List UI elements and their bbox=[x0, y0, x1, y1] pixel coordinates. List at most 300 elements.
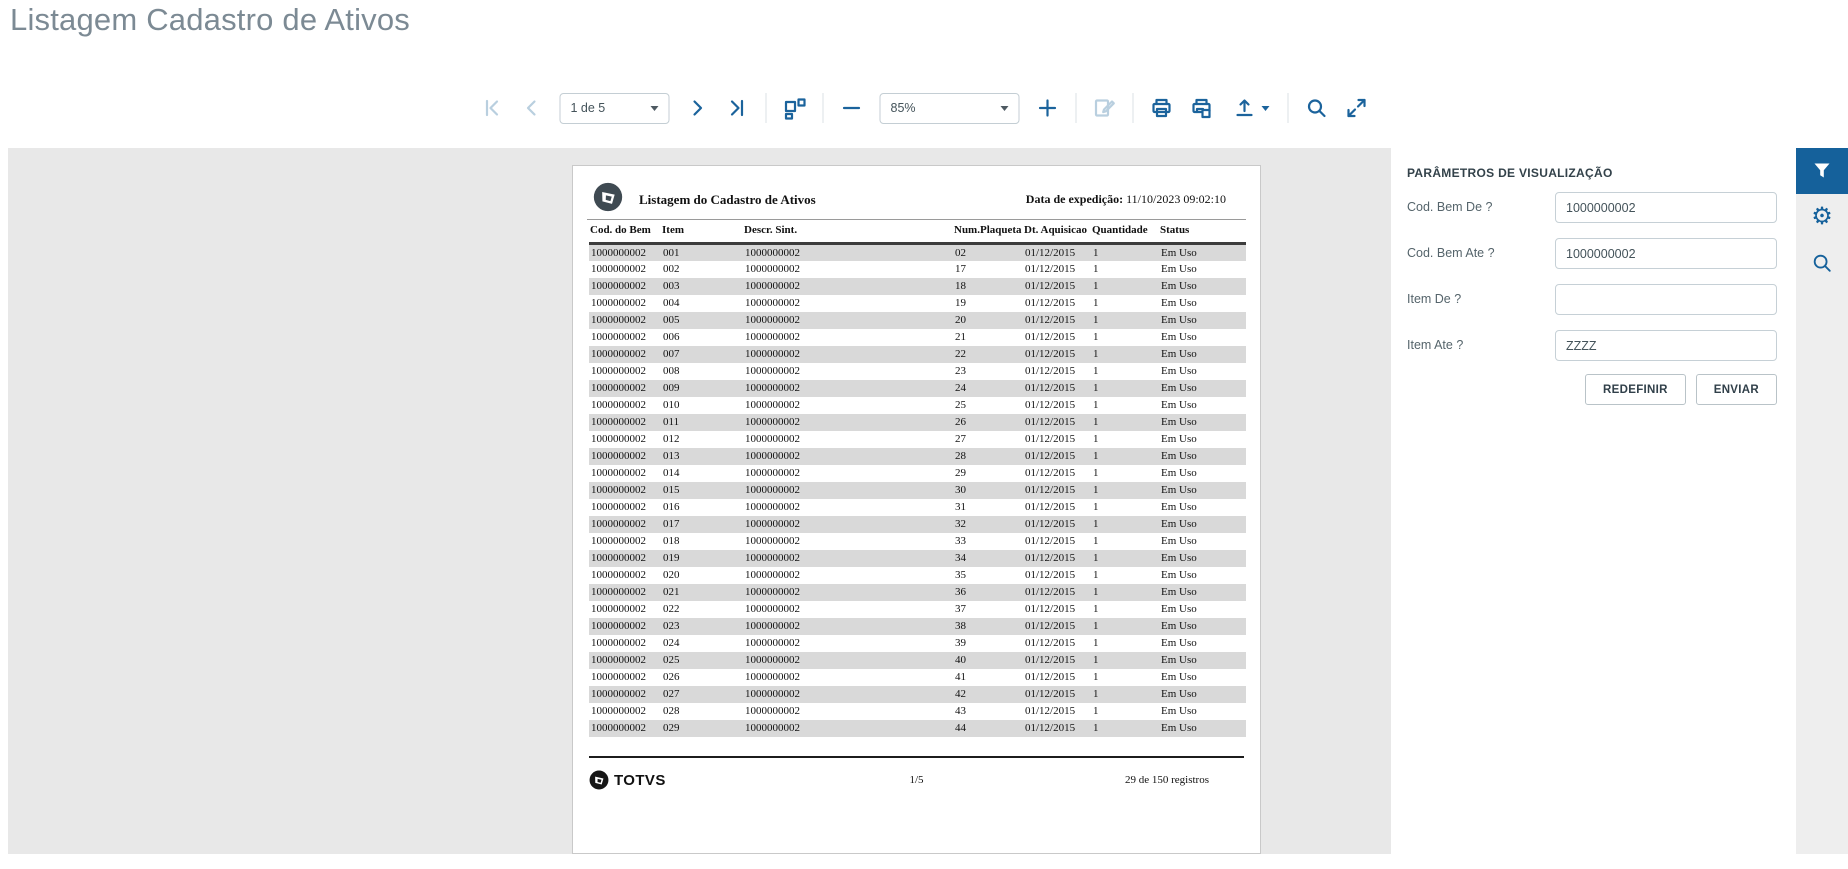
table-cell: 1000000002 bbox=[591, 535, 646, 547]
table-cell: 32 bbox=[955, 518, 966, 530]
table-cell: 35 bbox=[955, 569, 966, 581]
fullscreen-button[interactable] bbox=[1337, 88, 1377, 128]
table-row bbox=[589, 431, 1246, 448]
layout-grid-icon bbox=[783, 96, 807, 120]
table-cell: 025 bbox=[663, 654, 680, 666]
table-cell: 01/12/2015 bbox=[1025, 620, 1076, 632]
table-cell: 29 bbox=[955, 467, 966, 479]
field-label: Cod. Bem De ? bbox=[1407, 200, 1493, 214]
table-cell: 1000000002 bbox=[591, 280, 646, 292]
table-cell: 1 bbox=[1093, 722, 1099, 734]
table-cell: 33 bbox=[955, 535, 966, 547]
table-cell: 1 bbox=[1093, 246, 1099, 259]
export-icon bbox=[1232, 96, 1256, 120]
table-cell: 1 bbox=[1093, 314, 1099, 326]
table-cell: 1000000002 bbox=[745, 654, 800, 666]
first-page-icon bbox=[481, 97, 503, 119]
table-cell: 1000000002 bbox=[591, 671, 646, 683]
item-ate-input[interactable] bbox=[1555, 330, 1777, 361]
table-cell: 1 bbox=[1093, 331, 1099, 343]
table-row bbox=[589, 482, 1246, 499]
printer-copies-icon bbox=[1190, 96, 1214, 120]
table-cell: 010 bbox=[663, 399, 680, 411]
table-cell: Em Uso bbox=[1161, 399, 1197, 411]
table-cell: 18 bbox=[955, 280, 966, 292]
table-cell: 01/12/2015 bbox=[1025, 569, 1076, 581]
toolbar-separator bbox=[1076, 93, 1077, 123]
table-row bbox=[589, 312, 1246, 329]
table-cell: 36 bbox=[955, 586, 966, 598]
table-cell: 22 bbox=[955, 348, 966, 360]
table-cell: 1 bbox=[1093, 399, 1099, 411]
next-page-icon bbox=[687, 97, 709, 119]
table-row bbox=[589, 380, 1246, 397]
table-row bbox=[589, 601, 1246, 618]
report-expedition-date bbox=[1026, 192, 1226, 207]
table-cell: 1000000002 bbox=[745, 637, 800, 649]
table-cell: 1000000002 bbox=[591, 263, 646, 275]
table-cell: 1 bbox=[1093, 433, 1099, 445]
report-table-head-row bbox=[589, 224, 1246, 244]
header-divider bbox=[587, 219, 1246, 220]
table-cell: 01/12/2015 bbox=[1025, 246, 1076, 259]
table-cell: 1000000002 bbox=[745, 331, 800, 343]
table-cell: 41 bbox=[955, 671, 966, 683]
table-cell: 006 bbox=[663, 331, 680, 343]
table-row bbox=[589, 414, 1246, 431]
document-canvas bbox=[8, 148, 1391, 854]
table-row bbox=[589, 261, 1246, 278]
table-cell: 014 bbox=[663, 467, 680, 479]
table-cell: 1 bbox=[1093, 501, 1099, 513]
table-row bbox=[589, 448, 1246, 465]
table-cell: 009 bbox=[663, 382, 680, 394]
table-cell: 1 bbox=[1093, 263, 1099, 275]
edit-icon bbox=[1093, 96, 1117, 120]
table-cell: Em Uso bbox=[1161, 246, 1197, 259]
table-cell: Em Uso bbox=[1161, 620, 1197, 632]
table-cell: 1 bbox=[1093, 365, 1099, 377]
table-cell: Em Uso bbox=[1161, 450, 1197, 462]
table-cell: 25 bbox=[955, 399, 966, 411]
table-cell: 31 bbox=[955, 501, 966, 513]
table-cell: 02 bbox=[955, 246, 966, 259]
table-row bbox=[589, 567, 1246, 584]
table-cell: 1000000002 bbox=[591, 569, 646, 581]
field-label: Item Ate ? bbox=[1407, 338, 1464, 352]
zoom-select[interactable] bbox=[880, 93, 1020, 124]
table-cell: 1000000002 bbox=[745, 484, 800, 496]
table-cell: Em Uso bbox=[1161, 688, 1197, 700]
table-row bbox=[589, 720, 1246, 737]
table-cell: 19 bbox=[955, 297, 966, 309]
layout-toggle-button[interactable] bbox=[775, 88, 815, 128]
column-header: Descr. Sint. bbox=[743, 224, 953, 244]
column-header: Status bbox=[1159, 224, 1246, 244]
table-cell: 022 bbox=[663, 603, 680, 615]
table-cell: 1 bbox=[1093, 552, 1099, 564]
table-cell: 1000000002 bbox=[591, 467, 646, 479]
table-cell: 01/12/2015 bbox=[1025, 297, 1076, 309]
table-cell: 1000000002 bbox=[591, 552, 646, 564]
toolbar-separator bbox=[823, 93, 824, 123]
last-page-button[interactable] bbox=[718, 88, 758, 128]
table-cell: 1000000002 bbox=[745, 722, 800, 734]
table-row bbox=[589, 346, 1246, 363]
report-page bbox=[572, 165, 1261, 854]
zoom-select-value: 85% bbox=[890, 101, 916, 115]
table-row bbox=[589, 703, 1246, 720]
page-select-value: 1 de 5 bbox=[570, 101, 606, 115]
field-cod-bem-ate bbox=[1407, 238, 1777, 269]
table-cell: 1 bbox=[1093, 688, 1099, 700]
table-cell: 1 bbox=[1093, 416, 1099, 428]
table-cell: 1000000002 bbox=[745, 518, 800, 530]
table-cell: 016 bbox=[663, 501, 680, 513]
table-cell: 017 bbox=[663, 518, 680, 530]
table-cell: 1000000002 bbox=[591, 654, 646, 666]
table-cell: 1 bbox=[1093, 484, 1099, 496]
footer-divider bbox=[589, 756, 1244, 758]
table-cell: 1000000002 bbox=[591, 586, 646, 598]
table-cell: 01/12/2015 bbox=[1025, 416, 1076, 428]
enviar-button[interactable]: ENVIAR bbox=[1696, 374, 1777, 405]
table-cell: 1000000002 bbox=[745, 688, 800, 700]
table-row bbox=[589, 652, 1246, 669]
table-row bbox=[589, 550, 1246, 567]
column-header: Item bbox=[661, 224, 743, 244]
table-cell: Em Uso bbox=[1161, 705, 1197, 717]
table-cell: 019 bbox=[663, 552, 680, 564]
table-cell: 1000000002 bbox=[591, 518, 646, 530]
item-de-input[interactable] bbox=[1555, 284, 1777, 315]
table-cell: Em Uso bbox=[1161, 433, 1197, 445]
table-cell: 23 bbox=[955, 365, 966, 377]
chevron-down-icon bbox=[651, 106, 659, 111]
printer-icon bbox=[1150, 96, 1174, 120]
panel-actions bbox=[1585, 374, 1777, 405]
table-cell: 1000000002 bbox=[591, 484, 646, 496]
table-row bbox=[589, 329, 1246, 346]
table-cell: 1000000002 bbox=[591, 433, 646, 445]
toolbar-separator bbox=[766, 93, 767, 123]
table-cell: 1000000002 bbox=[591, 246, 646, 259]
table-cell: Em Uso bbox=[1161, 501, 1197, 513]
parameters-panel bbox=[1391, 148, 1796, 854]
print-button[interactable] bbox=[1142, 88, 1182, 128]
table-cell: Em Uso bbox=[1161, 654, 1197, 666]
table-cell: 01/12/2015 bbox=[1025, 314, 1076, 326]
table-cell: 1 bbox=[1093, 467, 1099, 479]
table-cell: 01/12/2015 bbox=[1025, 280, 1076, 292]
table-cell: 1000000002 bbox=[745, 569, 800, 581]
field-cod-bem-de bbox=[1407, 192, 1777, 223]
table-cell: 1000000002 bbox=[591, 365, 646, 377]
table-cell: 1000000002 bbox=[745, 399, 800, 411]
table-cell: 1 bbox=[1093, 654, 1099, 666]
table-cell: 01/12/2015 bbox=[1025, 501, 1076, 513]
table-cell: 30 bbox=[955, 484, 966, 496]
table-cell: Em Uso bbox=[1161, 263, 1197, 275]
field-item-de bbox=[1407, 284, 1777, 315]
table-cell: 1000000002 bbox=[745, 433, 800, 445]
table-cell: 1000000002 bbox=[745, 467, 800, 479]
column-header: Dt. Aquisicao bbox=[1023, 224, 1091, 244]
table-cell: 43 bbox=[955, 705, 966, 717]
table-cell: 20 bbox=[955, 314, 966, 326]
table-cell: 1 bbox=[1093, 586, 1099, 598]
table-cell: 01/12/2015 bbox=[1025, 637, 1076, 649]
first-page-button[interactable] bbox=[472, 88, 512, 128]
footer-page-indicator: 1/5 bbox=[909, 774, 924, 786]
zoom-in-icon bbox=[1037, 97, 1059, 119]
table-cell: 023 bbox=[663, 620, 680, 632]
table-cell: 005 bbox=[663, 314, 680, 326]
export-button[interactable] bbox=[1222, 88, 1280, 128]
table-cell: 1 bbox=[1093, 518, 1099, 530]
table-cell: 1000000002 bbox=[745, 314, 800, 326]
page-select[interactable] bbox=[560, 93, 670, 124]
search-icon bbox=[1811, 252, 1833, 274]
table-cell: 01/12/2015 bbox=[1025, 586, 1076, 598]
table-cell: Em Uso bbox=[1161, 603, 1197, 615]
report-title: Listagem do Cadastro de Ativos bbox=[639, 192, 816, 207]
table-cell: 011 bbox=[663, 416, 680, 428]
table-cell: 01/12/2015 bbox=[1025, 263, 1076, 275]
rail-tab-settings[interactable] bbox=[1796, 194, 1848, 240]
table-cell: Em Uso bbox=[1161, 535, 1197, 547]
table-cell: 1 bbox=[1093, 620, 1099, 632]
edit-report-button[interactable] bbox=[1085, 88, 1125, 128]
table-cell: 01/12/2015 bbox=[1025, 382, 1076, 394]
table-row bbox=[589, 618, 1246, 635]
table-cell: 1 bbox=[1093, 705, 1099, 717]
table-cell: 01/12/2015 bbox=[1025, 705, 1076, 717]
table-cell: 01/12/2015 bbox=[1025, 603, 1076, 615]
table-cell: 1000000002 bbox=[591, 603, 646, 615]
field-label: Cod. Bem Ate ? bbox=[1407, 246, 1495, 260]
fullscreen-icon bbox=[1345, 96, 1369, 120]
table-row bbox=[589, 363, 1246, 380]
chevron-down-icon bbox=[1261, 106, 1269, 111]
zoom-in-button[interactable] bbox=[1028, 88, 1068, 128]
search-button[interactable] bbox=[1297, 88, 1337, 128]
table-row bbox=[589, 533, 1246, 550]
table-row bbox=[589, 669, 1246, 686]
table-cell: Em Uso bbox=[1161, 280, 1197, 292]
table-cell: Em Uso bbox=[1161, 569, 1197, 581]
table-cell: 1 bbox=[1093, 382, 1099, 394]
report-toolbar bbox=[472, 86, 1377, 130]
table-cell: 020 bbox=[663, 569, 680, 581]
rail-tab-filter[interactable] bbox=[1796, 148, 1848, 194]
date-value: 11/10/2023 09:02:10 bbox=[1126, 192, 1226, 206]
table-cell: 1000000002 bbox=[591, 416, 646, 428]
search-icon bbox=[1305, 96, 1329, 120]
table-cell: 1000000002 bbox=[591, 501, 646, 513]
table-cell: 1000000002 bbox=[745, 297, 800, 309]
table-cell: 1000000002 bbox=[745, 348, 800, 360]
table-cell: Em Uso bbox=[1161, 671, 1197, 683]
table-cell: 008 bbox=[663, 365, 680, 377]
table-cell: 1000000002 bbox=[591, 348, 646, 360]
date-label: Data de expedição: bbox=[1025, 192, 1124, 206]
table-cell: 004 bbox=[663, 297, 680, 309]
side-icon-rail bbox=[1796, 148, 1848, 854]
table-cell: 1 bbox=[1093, 637, 1099, 649]
table-cell: 1000000002 bbox=[591, 722, 646, 734]
table-cell: Em Uso bbox=[1161, 348, 1197, 360]
table-cell: Em Uso bbox=[1161, 722, 1197, 734]
table-cell: 01/12/2015 bbox=[1025, 348, 1076, 360]
table-cell: 26 bbox=[955, 416, 966, 428]
table-cell: Em Uso bbox=[1161, 314, 1197, 326]
table-cell: 026 bbox=[663, 671, 680, 683]
table-cell: 37 bbox=[955, 603, 966, 615]
cod-bem-ate-input[interactable] bbox=[1555, 238, 1777, 269]
table-cell: 27 bbox=[955, 433, 966, 445]
table-cell: Em Uso bbox=[1161, 365, 1197, 377]
table-cell: 01/12/2015 bbox=[1025, 671, 1076, 683]
zoom-out-icon bbox=[841, 97, 863, 119]
table-cell: 1000000002 bbox=[745, 620, 800, 632]
table-cell: 1 bbox=[1093, 348, 1099, 360]
table-cell: 1000000002 bbox=[745, 586, 800, 598]
column-header: Num.Plaqueta bbox=[953, 224, 1023, 244]
page-title: Listagem Cadastro de Ativos bbox=[10, 2, 410, 37]
table-cell: 1000000002 bbox=[745, 705, 800, 717]
table-row bbox=[589, 635, 1246, 652]
table-cell: 1000000002 bbox=[745, 535, 800, 547]
table-cell: 21 bbox=[955, 331, 966, 343]
zoom-out-button[interactable] bbox=[832, 88, 872, 128]
table-cell: 013 bbox=[663, 450, 680, 462]
table-cell: 01/12/2015 bbox=[1025, 365, 1076, 377]
table-cell: 1000000002 bbox=[591, 705, 646, 717]
table-cell: Em Uso bbox=[1161, 518, 1197, 530]
table-cell: 1000000002 bbox=[745, 382, 800, 394]
table-cell: Em Uso bbox=[1161, 467, 1197, 479]
table-cell: 029 bbox=[663, 722, 680, 734]
next-page-button[interactable] bbox=[678, 88, 718, 128]
table-cell: 1 bbox=[1093, 671, 1099, 683]
footer-brand-text: TOTVS bbox=[614, 771, 666, 789]
table-cell: 1000000002 bbox=[745, 263, 800, 275]
table-cell: 1 bbox=[1093, 450, 1099, 462]
table-cell: 24 bbox=[955, 382, 966, 394]
table-cell: 01/12/2015 bbox=[1025, 450, 1076, 462]
table-cell: 003 bbox=[663, 280, 680, 292]
table-cell: 1000000002 bbox=[591, 620, 646, 632]
table-cell: 1000000002 bbox=[745, 365, 800, 377]
table-cell: 001 bbox=[663, 246, 680, 259]
table-row bbox=[589, 686, 1246, 703]
table-cell: 1 bbox=[1093, 280, 1099, 292]
table-cell: 1000000002 bbox=[591, 637, 646, 649]
table-cell: 1000000002 bbox=[745, 450, 800, 462]
table-cell: 1000000002 bbox=[591, 688, 646, 700]
field-item-ate bbox=[1407, 330, 1777, 361]
cod-bem-de-input[interactable] bbox=[1555, 192, 1777, 223]
table-cell: 1000000002 bbox=[745, 246, 800, 259]
table-row bbox=[589, 584, 1246, 601]
table-cell: 1000000002 bbox=[745, 671, 800, 683]
table-cell: 28 bbox=[955, 450, 966, 462]
toolbar-separator bbox=[1133, 93, 1134, 123]
table-cell: 17 bbox=[955, 263, 966, 275]
report-footer bbox=[589, 768, 1244, 794]
table-cell: 1000000002 bbox=[591, 331, 646, 343]
last-page-icon bbox=[727, 97, 749, 119]
table-cell: 01/12/2015 bbox=[1025, 722, 1076, 734]
column-header: Cod. do Bem bbox=[589, 224, 661, 244]
table-cell: 01/12/2015 bbox=[1025, 518, 1076, 530]
table-cell: 39 bbox=[955, 637, 966, 649]
table-cell: 028 bbox=[663, 705, 680, 717]
gear-icon: ⚙ bbox=[1811, 203, 1833, 230]
totvs-logo-icon bbox=[593, 182, 623, 212]
table-cell: Em Uso bbox=[1161, 586, 1197, 598]
table-cell: 01/12/2015 bbox=[1025, 552, 1076, 564]
footer-record-count: 29 de 150 registros bbox=[1124, 774, 1209, 786]
table-row bbox=[589, 278, 1246, 295]
table-cell: 1 bbox=[1093, 569, 1099, 581]
rail-tab-search[interactable] bbox=[1796, 240, 1848, 286]
table-cell: 38 bbox=[955, 620, 966, 632]
table-cell: Em Uso bbox=[1161, 416, 1197, 428]
table-cell: Em Uso bbox=[1161, 297, 1197, 309]
toolbar-separator bbox=[1288, 93, 1289, 123]
table-row bbox=[589, 465, 1246, 482]
column-header: Quantidade bbox=[1091, 224, 1159, 244]
table-cell: 1000000002 bbox=[745, 416, 800, 428]
table-row bbox=[589, 499, 1246, 516]
table-cell: 1000000002 bbox=[745, 280, 800, 292]
table-cell: 021 bbox=[663, 586, 680, 598]
table-cell: 01/12/2015 bbox=[1025, 331, 1076, 343]
table-row bbox=[589, 295, 1246, 312]
table-cell: 34 bbox=[955, 552, 966, 564]
table-cell: Em Uso bbox=[1161, 552, 1197, 564]
table-cell: 002 bbox=[663, 263, 680, 275]
report-table-body bbox=[589, 244, 1246, 737]
report-table bbox=[589, 224, 1246, 737]
filter-icon bbox=[1812, 161, 1832, 181]
table-cell: 01/12/2015 bbox=[1025, 688, 1076, 700]
chevron-down-icon bbox=[1001, 106, 1009, 111]
previous-page-button[interactable] bbox=[512, 88, 552, 128]
table-row bbox=[589, 516, 1246, 533]
table-cell: 40 bbox=[955, 654, 966, 666]
table-cell: 1000000002 bbox=[591, 382, 646, 394]
table-cell: 007 bbox=[663, 348, 680, 360]
redefinir-button[interactable]: REDEFINIR bbox=[1585, 374, 1686, 405]
print-batch-button[interactable] bbox=[1182, 88, 1222, 128]
table-row bbox=[589, 244, 1246, 261]
table-cell: 1000000002 bbox=[591, 314, 646, 326]
table-cell: Em Uso bbox=[1161, 484, 1197, 496]
table-cell: 01/12/2015 bbox=[1025, 467, 1076, 479]
table-cell: 01/12/2015 bbox=[1025, 399, 1076, 411]
table-cell: 42 bbox=[955, 688, 966, 700]
table-cell: 1 bbox=[1093, 535, 1099, 547]
table-cell: Em Uso bbox=[1161, 382, 1197, 394]
table-cell: 012 bbox=[663, 433, 680, 445]
table-cell: 027 bbox=[663, 688, 680, 700]
table-cell: Em Uso bbox=[1161, 331, 1197, 343]
table-cell: 1000000002 bbox=[745, 603, 800, 615]
previous-page-icon bbox=[521, 97, 543, 119]
